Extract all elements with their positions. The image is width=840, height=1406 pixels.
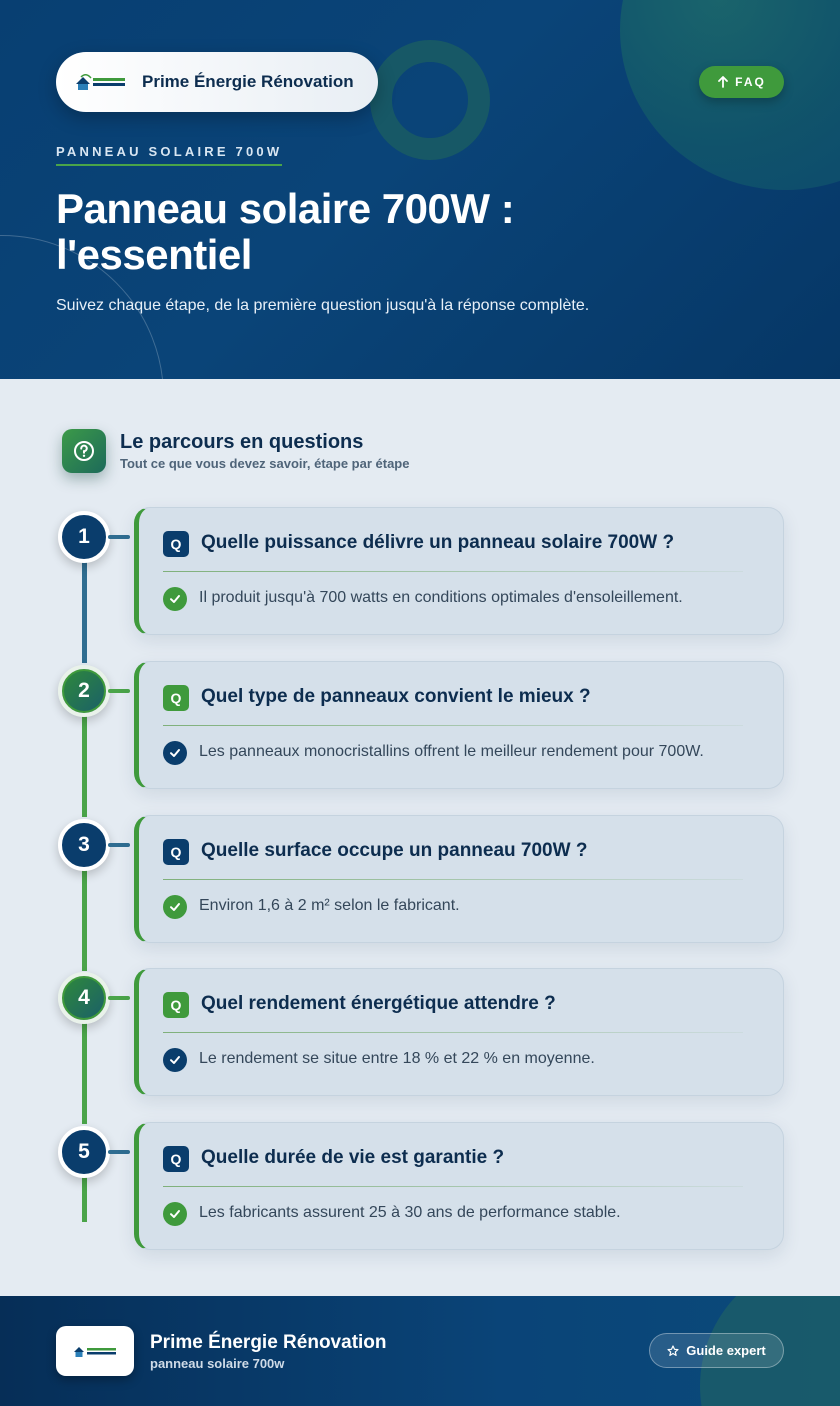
guide-expert-button[interactable] bbox=[649, 1333, 784, 1368]
footer-subtitle: panneau solaire 700w bbox=[150, 1356, 285, 1371]
timeline-step bbox=[0, 507, 840, 635]
step-connector bbox=[108, 535, 130, 539]
page-subtitle: Suivez chaque étape, de la première question jusqu'à la réponse complète. bbox=[56, 297, 590, 314]
check-icon bbox=[163, 1048, 187, 1072]
answer-text: Le rendement se situe entre 18 % et 22 % en moyenne. bbox=[199, 1050, 595, 1067]
question-circle-icon bbox=[73, 440, 95, 462]
page-footer bbox=[0, 1296, 840, 1406]
question-text: Quel rendement énergétique attendre ? bbox=[201, 993, 556, 1014]
step-connector bbox=[108, 996, 130, 1000]
question-badge: Q bbox=[163, 839, 189, 865]
step-connector bbox=[108, 843, 130, 847]
question-card[interactable] bbox=[134, 815, 784, 943]
card-divider bbox=[163, 1032, 743, 1033]
brand-pill[interactable] bbox=[56, 52, 378, 112]
check-icon bbox=[163, 895, 187, 919]
card-divider bbox=[163, 725, 743, 726]
step-number: 5 bbox=[58, 1126, 110, 1178]
check-icon bbox=[163, 1202, 187, 1226]
timeline-step bbox=[0, 968, 840, 1096]
timeline-step bbox=[0, 815, 840, 943]
question-badge: Q bbox=[163, 685, 189, 711]
question-text: Quelle durée de vie est garantie ? bbox=[201, 1147, 505, 1168]
question-badge: Q bbox=[163, 1146, 189, 1172]
brand-logo-icon bbox=[73, 1344, 117, 1358]
step-connector bbox=[108, 689, 130, 693]
card-divider bbox=[163, 879, 743, 880]
check-icon bbox=[163, 741, 187, 765]
brand-name: Prime Énergie Rénovation bbox=[142, 72, 354, 91]
faq-button[interactable] bbox=[699, 66, 784, 98]
page-kicker: PANNEAU SOLAIRE 700W bbox=[56, 144, 282, 166]
answer-text: Il produit jusqu'à 700 watts en conditions optimales d'ensoleillement. bbox=[199, 589, 683, 606]
section-title: Le parcours en questions bbox=[120, 431, 364, 453]
question-badge: Q bbox=[163, 531, 189, 557]
decorative-ring bbox=[370, 40, 490, 160]
step-number: 4 bbox=[58, 972, 110, 1024]
answer-text: Environ 1,6 à 2 m² selon le fabricant. bbox=[199, 897, 460, 914]
section-icon-box bbox=[62, 429, 106, 473]
section-subtitle: Tout ce que vous devez savoir, étape par étape bbox=[120, 456, 410, 471]
question-card[interactable] bbox=[134, 968, 784, 1096]
card-divider bbox=[163, 1186, 743, 1187]
question-text: Quel type de panneaux convient le mieux ? bbox=[201, 686, 591, 707]
step-number: 2 bbox=[58, 665, 110, 717]
check-icon bbox=[163, 587, 187, 611]
faq-label: FAQ bbox=[735, 75, 766, 89]
page-title: Panneau solaire 700W : l'essentiel bbox=[56, 185, 515, 278]
card-divider bbox=[163, 571, 743, 572]
step-number: 3 bbox=[58, 819, 110, 871]
question-text: Quelle surface occupe un panneau 700W ? bbox=[201, 840, 588, 861]
hero-header bbox=[0, 0, 840, 379]
star-icon bbox=[667, 1345, 679, 1357]
answer-text: Les fabricants assurent 25 à 30 ans de performance stable. bbox=[199, 1204, 621, 1221]
question-card[interactable] bbox=[134, 661, 784, 789]
step-number: 1 bbox=[58, 511, 110, 563]
question-text: Quelle puissance délivre un panneau solaire 700W ? bbox=[201, 532, 675, 553]
brand-logo-icon bbox=[74, 72, 126, 92]
timeline-step bbox=[0, 661, 840, 789]
answer-text: Les panneaux monocristallins offrent le meilleur rendement pour 700W. bbox=[199, 743, 704, 760]
step-connector bbox=[108, 1150, 130, 1154]
timeline-step bbox=[0, 1122, 840, 1250]
guide-label: Guide expert bbox=[686, 1343, 766, 1358]
question-card[interactable] bbox=[134, 507, 784, 635]
arrow-up-icon bbox=[717, 76, 729, 88]
footer-title: Prime Énergie Rénovation bbox=[150, 1332, 387, 1353]
question-card[interactable] bbox=[134, 1122, 784, 1250]
question-badge: Q bbox=[163, 992, 189, 1018]
footer-logo[interactable] bbox=[56, 1326, 134, 1376]
